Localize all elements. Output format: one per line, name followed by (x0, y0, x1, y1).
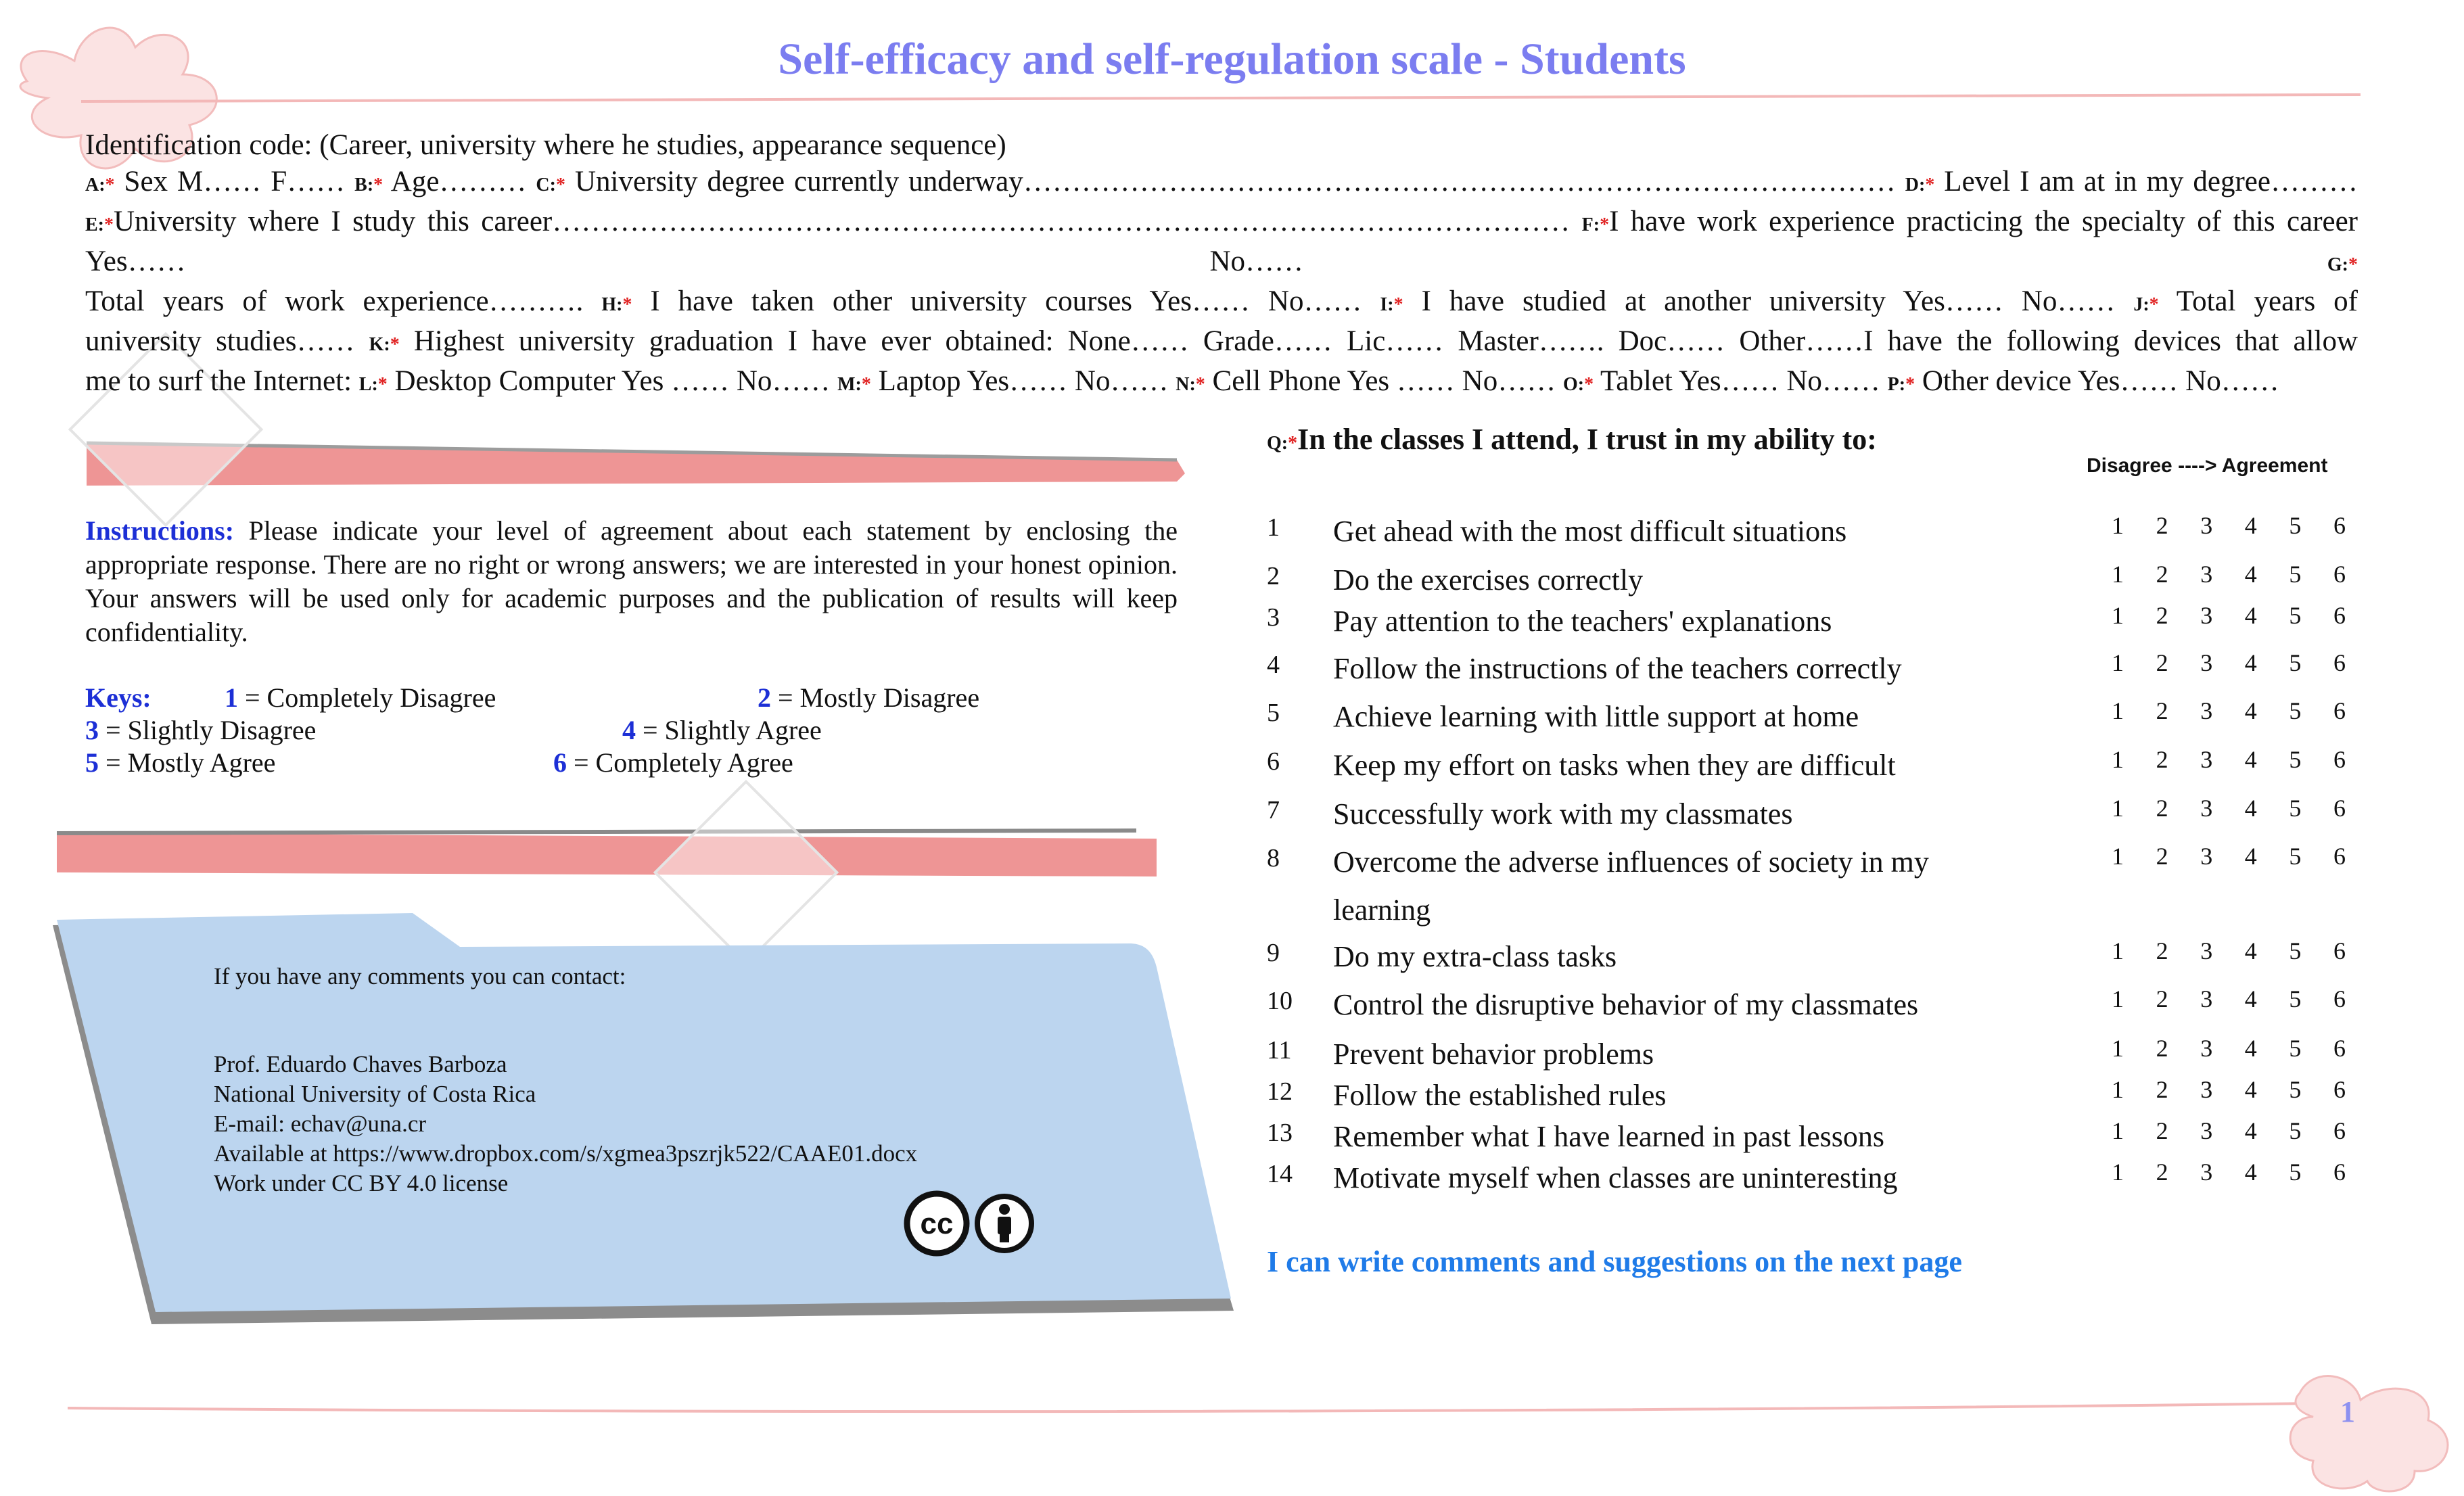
question-number: 10 (1267, 987, 1293, 1015)
likert-option-2[interactable]: 2 (2156, 795, 2168, 822)
likert-option-6[interactable]: 6 (2333, 746, 2346, 773)
field-other-university[interactable]: I have studied at another university Yes…… No…… (1403, 285, 2134, 317)
field-degree[interactable]: University degree currently underway……………………………………………………………………………… (565, 166, 1905, 197)
likert-option-1[interactable]: 1 (2112, 1076, 2124, 1103)
question-text: Do my extra-class tasks (1333, 940, 1617, 973)
likert-options (2112, 1158, 2346, 1186)
identification-line: me to surf the Internet: L:* Desktop Computer Yes …… No…… M:* Laptop Yes…… No…… N:* Cell Phone Yes …… No…… O:* Tablet Yes…… No…… P:* Other device Yes…… No…… (85, 365, 2279, 397)
likert-option-4[interactable]: 4 (2244, 985, 2257, 1012)
likert-option-1[interactable]: 1 (2112, 1159, 2124, 1186)
likert-options (2112, 511, 2346, 540)
likert-options (2112, 649, 2346, 677)
likert-option-2[interactable]: 2 (2156, 1035, 2168, 1062)
question-text: Keep my effort on tasks when they are difficult (1333, 749, 1896, 782)
likert-options (2112, 745, 2346, 774)
creative-commons-icon (907, 1194, 967, 1253)
likert-option-1[interactable]: 1 (2112, 1035, 2124, 1062)
likert-option-4[interactable]: 4 (2244, 843, 2257, 870)
likert-options (2112, 560, 2346, 588)
question-text-continued: learning (1333, 893, 1431, 927)
likert-option-3[interactable]: 3 (2200, 1159, 2213, 1186)
likert-option-3[interactable]: 3 (2200, 512, 2213, 539)
likert-options (2112, 937, 2346, 965)
likert-option-3[interactable]: 3 (2200, 1117, 2213, 1144)
field-age[interactable]: Age……… (383, 166, 536, 197)
question-text: Overcome the adverse influences of society in my (1333, 845, 1929, 879)
instructions (85, 514, 1178, 649)
scale-header: Disagree ----> Agreement (2087, 454, 2328, 477)
likert-option-6[interactable]: 6 (2333, 1076, 2346, 1103)
likert-option-5[interactable]: 5 (2289, 746, 2302, 773)
likert-option-6[interactable]: 6 (2333, 512, 2346, 539)
identification-line: Total years of work experience………. H:* I have taken other university courses Yes…… No…… I:* I have studied at another university Yes…… No…… J:* Total years of (85, 285, 2358, 317)
question-number: 7 (1267, 796, 1280, 824)
question-text: Successfully work with my classmates (1333, 797, 1793, 831)
field-tablet[interactable]: Tablet Yes…… No…… (1594, 365, 1888, 397)
likert-option-6[interactable]: 6 (2333, 1159, 2346, 1186)
field-total-years[interactable]: Total years of (2158, 285, 2358, 317)
key-item: 4 = Slightly Agree (622, 715, 822, 745)
likert-option-2[interactable]: 2 (2156, 512, 2168, 539)
likert-option-1[interactable]: 1 (2112, 561, 2124, 588)
likert-option-2[interactable]: 2 (2156, 843, 2168, 870)
likert-option-5[interactable]: 5 (2289, 561, 2302, 588)
page-number: 1 (2340, 1395, 2355, 1428)
question-text: Follow the established rules (1333, 1079, 1667, 1112)
footer-rule (68, 1403, 2313, 1411)
field-university[interactable]: University where I study this career…………………………………………………………………………………………… (114, 206, 1582, 237)
contact-email[interactable]: E-mail: echav@una.cr (214, 1111, 427, 1137)
likert-option-5[interactable]: 5 (2289, 1035, 2302, 1062)
likert-option-6[interactable]: 6 (2333, 561, 2346, 588)
likert-option-3[interactable]: 3 (2200, 746, 2213, 773)
brush-stroke-top (87, 443, 1185, 486)
diamond-decoration (655, 782, 837, 964)
likert-option-1[interactable]: 1 (2112, 512, 2124, 539)
likert-option-3[interactable]: 3 (2200, 985, 2213, 1012)
likert-option-5[interactable]: 5 (2289, 697, 2302, 724)
identification-line: E:*University where I study this career…………………………………………………………………………………………… F:*I have work experience practicing the specialty of this career Yes…… No…… G:* (85, 206, 2358, 277)
likert-option-2[interactable]: 2 (2156, 602, 2168, 629)
question-text: Achieve learning with little support at home (1333, 700, 1859, 733)
likert-option-1[interactable]: 1 (2112, 937, 2124, 964)
question-number: 8 (1267, 844, 1280, 872)
identification-line: university studies…… K:* Highest university graduation I have ever obtained: None…… Grade…… Lic…… Master……. Doc…… Other……I have the following devices that allow (85, 325, 2358, 357)
likert-option-5[interactable]: 5 (2289, 1076, 2302, 1103)
likert-option-1[interactable]: 1 (2112, 843, 2124, 870)
likert-option-5[interactable]: 5 (2289, 1117, 2302, 1144)
instructions-heading: Instructions: (85, 515, 235, 546)
question-text: Do the exercises correctly (1333, 563, 1644, 597)
likert-option-3[interactable]: 3 (2200, 649, 2213, 676)
field-other-device[interactable]: Other device Yes…… No…… (1915, 365, 2279, 397)
likert-options (2112, 1117, 2346, 1145)
field-work-experience[interactable]: I have work experience practicing the specialty of this career Yes…… No…… (85, 206, 2358, 277)
identification-intro: Identification code: (Career, university where he studies, appearance sequence) (85, 129, 1006, 161)
likert-option-3[interactable]: 3 (2200, 843, 2213, 870)
question-number: 11 (1267, 1036, 1292, 1065)
key-item: 1 = Completely Disagree (225, 682, 496, 713)
field-work-years[interactable]: Total years of work experience………. (85, 285, 602, 317)
likert-option-1[interactable]: 1 (2112, 602, 2124, 629)
likert-option-4[interactable]: 4 (2244, 937, 2257, 964)
key-item: 3 = Slightly Disagree (85, 715, 317, 745)
likert-option-3[interactable]: 3 (2200, 561, 2213, 588)
question-number: 9 (1267, 939, 1280, 967)
likert-option-1[interactable]: 1 (2112, 649, 2124, 676)
identification-line: A:* Sex M…… F…… B:* Age……… C:* University degree currently underway……………………………………………………………………………… D:* Level I am at in my degree……… (85, 166, 2358, 197)
likert-option-3[interactable]: 3 (2200, 795, 2213, 822)
likert-option-4[interactable]: 4 (2244, 1035, 2257, 1062)
likert-option-5[interactable]: 5 (2289, 937, 2302, 964)
likert-option-6[interactable]: 6 (2333, 1035, 2346, 1062)
field-laptop[interactable]: Laptop Yes…… No…… (870, 365, 1176, 397)
svg-text:cc: cc (920, 1207, 954, 1240)
likert-option-4[interactable]: 4 (2244, 1117, 2257, 1144)
likert-options (2112, 985, 2346, 1013)
contact-institution: National University of Costa Rica (214, 1081, 536, 1107)
likert-option-2[interactable]: 2 (2156, 1076, 2168, 1103)
likert-option-4[interactable]: 4 (2244, 649, 2257, 676)
question-number: 6 (1267, 747, 1280, 776)
likert-option-6[interactable]: 6 (2333, 937, 2346, 964)
likert-option-4[interactable]: 4 (2244, 512, 2257, 539)
likert-option-4[interactable]: 4 (2244, 746, 2257, 773)
likert-option-1[interactable]: 1 (2112, 746, 2124, 773)
likert-options (2112, 842, 2346, 870)
attribution-person-icon (977, 1196, 1031, 1250)
likert-option-3[interactable]: 3 (2200, 1035, 2213, 1062)
field-university-studies[interactable]: university studies…… (85, 325, 369, 357)
cc-by-license-badge (903, 1188, 1038, 1263)
likert-option-5[interactable]: 5 (2289, 602, 2302, 629)
contact-name: Prof. Eduardo Chaves Barboza (214, 1051, 507, 1077)
contact-card-text (214, 962, 917, 1198)
instructions-body: Please indicate your level of agreement about each statement by enclosing the appropriate response. There are no right or wrong answers; we are interested in your honest opinion. Your answers will be used only for academic purposes and the publication of results will keep confidentiality. (85, 515, 1178, 647)
likert-option-4[interactable]: 4 (2244, 795, 2257, 822)
question-text: Prevent behavior problems (1333, 1037, 1654, 1071)
field-graduation[interactable]: Highest university graduation I have ever obtained: None…… Grade…… Lic…… Master……. Doc…… Other……I have the following devices that allow (399, 325, 2358, 357)
contact-available-link[interactable]: Available at https://www.dropbox.com/s/xgmea3pszrjk522/CAAE01.docx (214, 1140, 918, 1167)
likert-option-2[interactable]: 2 (2156, 649, 2168, 676)
question-number: 13 (1267, 1119, 1293, 1147)
next-page-note: I can write comments and suggestions on the next page (1267, 1245, 1962, 1278)
brush-stroke-bottom (57, 833, 1157, 876)
question-text: Get ahead with the most difficult situations (1333, 515, 1847, 548)
key-item: 5 = Mostly Agree (85, 747, 276, 778)
key-item: 6 = Completely Agree (553, 747, 793, 778)
question-text: Control the disruptive behavior of my classmates (1333, 988, 1919, 1021)
question-number: 5 (1267, 699, 1280, 727)
likert-option-2[interactable]: 2 (2156, 746, 2168, 773)
page-title: Self-efficacy and self-regulation scale - Students (778, 34, 1686, 84)
likert-options (2112, 1075, 2346, 1104)
likert-options (2112, 794, 2346, 822)
question-number: 12 (1267, 1077, 1293, 1106)
likert-option-2[interactable]: 2 (2156, 937, 2168, 964)
question-text: Follow the instructions of the teachers correctly (1333, 652, 1902, 685)
likert-option-1[interactable]: 1 (2112, 985, 2124, 1012)
likert-options (2112, 697, 2346, 725)
question-text: Pay attention to the teachers' explanations (1333, 605, 1832, 638)
question-number: 3 (1267, 603, 1280, 632)
contact-intro: If you have any comments you can contact: (214, 963, 626, 989)
question-number: 4 (1267, 651, 1280, 679)
field-desktop[interactable]: Desktop Computer Yes …… No…… (387, 365, 838, 397)
question-text: Motivate myself when classes are uninteresting (1333, 1161, 1898, 1194)
likert-option-3[interactable]: 3 (2200, 697, 2213, 724)
likert-option-4[interactable]: 4 (2244, 602, 2257, 629)
flower-decoration-bottom (2290, 1376, 2448, 1491)
likert-option-4[interactable]: 4 (2244, 1159, 2257, 1186)
likert-option-1[interactable]: 1 (2112, 697, 2124, 724)
likert-option-6[interactable]: 6 (2333, 697, 2346, 724)
likert-option-3[interactable]: 3 (2200, 937, 2213, 964)
likert-option-5[interactable]: 5 (2289, 1159, 2302, 1186)
likert-option-5[interactable]: 5 (2289, 512, 2302, 539)
likert-options (2112, 1034, 2346, 1062)
likert-option-2[interactable]: 2 (2156, 985, 2168, 1012)
field-cellphone[interactable]: Cell Phone Yes …… No…… (1205, 365, 1563, 397)
likert-option-3[interactable]: 3 (2200, 602, 2213, 629)
likert-option-6[interactable]: 6 (2333, 795, 2346, 822)
likert-option-1[interactable]: 1 (2112, 1117, 2124, 1144)
likert-option-6[interactable]: 6 (2333, 843, 2346, 870)
likert-option-2[interactable]: 2 (2156, 1117, 2168, 1144)
field-other-courses[interactable]: I have taken other university courses Yes…… No…… (632, 285, 1380, 317)
likert-option-5[interactable]: 5 (2289, 649, 2302, 676)
likert-option-5[interactable]: 5 (2289, 843, 2302, 870)
likert-option-4[interactable]: 4 (2244, 561, 2257, 588)
likert-option-5[interactable]: 5 (2289, 795, 2302, 822)
likert-option-6[interactable]: 6 (2333, 649, 2346, 676)
likert-option-6[interactable]: 6 (2333, 1117, 2346, 1144)
key-item: 2 = Mostly Disagree (758, 682, 980, 713)
likert-options (2112, 601, 2346, 630)
question-text: Remember what I have learned in past lessons (1333, 1120, 1884, 1153)
question-number: 14 (1267, 1160, 1293, 1188)
likert-option-2[interactable]: 2 (2156, 561, 2168, 588)
likert-option-2[interactable]: 2 (2156, 697, 2168, 724)
field-level[interactable]: Level I am at in my degree……… (1934, 166, 2358, 197)
likert-option-4[interactable]: 4 (2244, 1076, 2257, 1103)
likert-option-4[interactable]: 4 (2244, 697, 2257, 724)
likert-option-2[interactable]: 2 (2156, 1159, 2168, 1186)
likert-option-6[interactable]: 6 (2333, 985, 2346, 1012)
identification-block (85, 127, 2358, 403)
likert-option-5[interactable]: 5 (2289, 985, 2302, 1012)
question-number: 2 (1267, 562, 1280, 590)
likert-option-6[interactable]: 6 (2333, 602, 2346, 629)
likert-option-3[interactable]: 3 (2200, 1076, 2213, 1103)
question-number: 1 (1267, 513, 1280, 542)
keys-label: Keys: (85, 682, 152, 713)
likert-option-1[interactable]: 1 (2112, 795, 2124, 822)
header-rule (81, 95, 2361, 101)
field-sex[interactable]: Sex M…… F…… (114, 166, 355, 197)
brush-shadow-bottom (57, 831, 1136, 833)
contact-license: Work under CC BY 4.0 license (214, 1170, 509, 1196)
questionnaire-heading: Q:*In the classes I attend, I trust in my ability to: (1267, 423, 1877, 456)
